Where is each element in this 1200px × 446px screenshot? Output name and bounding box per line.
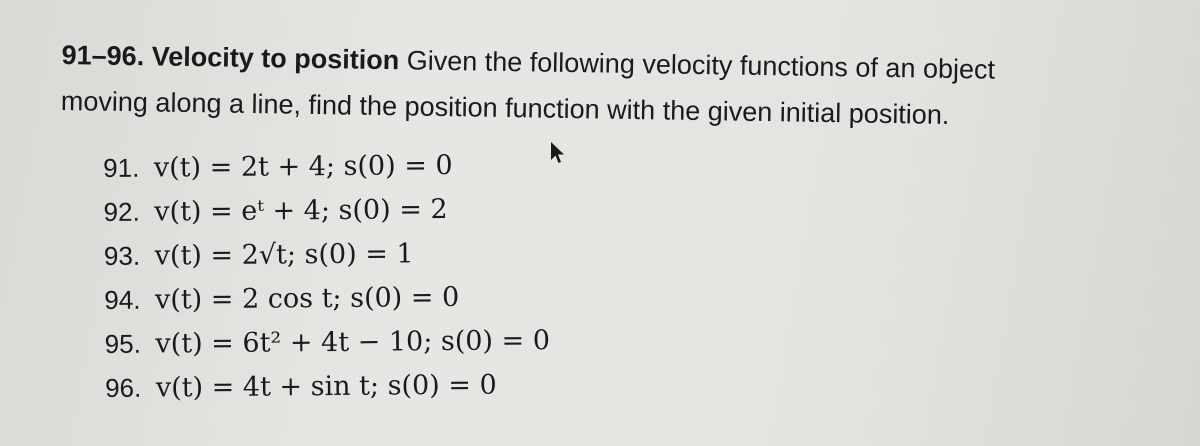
problem-item <box>105 318 551 366</box>
problem-item <box>104 274 550 322</box>
exercise-title: Velocity to position <box>151 41 400 76</box>
problem-expression: v(t) = 4t + sin t; s(0) = 0 <box>155 369 497 404</box>
problem-expression: v(t) = 6t² + 4t − 10; s(0) = 0 <box>155 325 551 360</box>
problem-item <box>103 186 549 234</box>
problem-number: 91. <box>103 152 140 183</box>
problem-expression: v(t) = 2t + 4; s(0) = 0 <box>153 149 453 184</box>
problem-item <box>103 142 549 190</box>
problem-number: 93. <box>103 240 141 271</box>
problem-item <box>105 362 551 410</box>
problem-expression: v(t) = eᵗ + 4; s(0) = 2 <box>154 193 448 228</box>
problem-item <box>104 230 550 278</box>
problem-number: 92. <box>103 196 140 227</box>
exercise-range: 91–96. <box>61 39 145 72</box>
problem-expression: v(t) = 2 cos t; s(0) = 0 <box>154 281 460 316</box>
problem-number: 95. <box>104 328 142 359</box>
problem-expression: v(t) = 2√t; s(0) = 1 <box>154 238 414 272</box>
mouse-pointer-icon <box>548 140 568 171</box>
exercise-instructions-line1: Given the following velocity functions of an object <box>406 45 996 85</box>
exercise-instructions-line2: moving along a line, find the position function with the given initial position. <box>60 85 950 130</box>
problem-list <box>103 142 551 410</box>
exercise-heading <box>61 32 1142 141</box>
problem-number: 94. <box>104 284 141 315</box>
problem-number: 96. <box>104 372 142 403</box>
